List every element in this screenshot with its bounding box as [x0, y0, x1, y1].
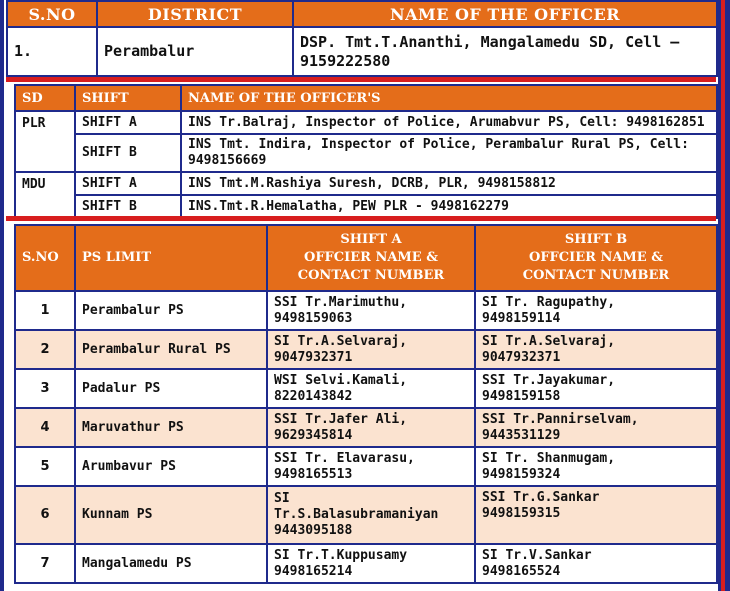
- section-divider: [6, 77, 716, 82]
- officer-line: Tr.S.Balasubramaniyan: [274, 507, 439, 522]
- officer-line: SI Tr. Ragupathy,: [482, 294, 616, 310]
- shift-b-officer: [475, 330, 717, 369]
- shift-row: [15, 172, 717, 195]
- shift-b-officer: [475, 544, 717, 583]
- officer-phone: 9498159315: [482, 506, 561, 521]
- shift-label: SHIFT B: [75, 195, 181, 218]
- ps-name: Arumbavur PS: [75, 447, 267, 486]
- shift-row: [15, 134, 717, 172]
- officer-line: SSI Tr.Marimuthu,: [274, 294, 408, 310]
- officer-phone: 9498165513: [274, 466, 353, 482]
- shift-b-header-line: CONTACT NUMBER: [522, 268, 670, 283]
- officer-phone: 9498165214: [274, 563, 353, 579]
- shift-officer: INS Tmt. Indira, Inspector of Police, Perambalur Rural PS, Cell: 9498156669: [181, 134, 717, 172]
- district-name: Perambalur: [97, 27, 293, 76]
- district-header-row: [7, 1, 717, 27]
- ps-name: Perambalur Rural PS: [75, 330, 267, 369]
- ps-sno: 5: [15, 447, 75, 486]
- ps-header-row: [15, 225, 717, 291]
- shift-a-officer: [267, 486, 475, 544]
- officer-phone: 9498159063: [274, 310, 353, 326]
- officer-phone: 9498159324: [482, 466, 561, 482]
- officer-phone: 9047932371: [482, 349, 561, 365]
- officer-line: SSI Tr.Jafer Ali,: [274, 411, 408, 427]
- col-header-sd: SD: [15, 85, 75, 111]
- ps-name: Perambalur PS: [75, 291, 267, 330]
- officer-phone: 9629345814: [274, 427, 353, 443]
- col-header-shift-b: [475, 225, 717, 291]
- shift-officer: INS Tr.Balraj, Inspector of Police, Arumabvur PS, Cell: 9498162851: [181, 111, 717, 134]
- col-header-district: DISTRICT: [97, 1, 293, 27]
- ps-row: [15, 408, 717, 447]
- officer-line: SI Tr.A.Selvaraj,: [482, 333, 616, 349]
- shift-officer: INS Tmt.M.Rashiya Suresh, DCRB, PLR, 9498158812: [181, 172, 717, 195]
- col-header-officer: NAME OF THE OFFICER: [293, 1, 717, 27]
- district-table: [6, 0, 718, 77]
- district-sno: 1.: [7, 27, 97, 76]
- ps-name: Maruvathur PS: [75, 408, 267, 447]
- district-row: [7, 27, 717, 76]
- officer-line: SI Tr.A.Selvaraj,: [274, 333, 408, 349]
- officer-phone: 9498159158: [482, 388, 561, 404]
- col-header-sno: S.NO: [7, 1, 97, 27]
- officer-phone: 8220143842: [274, 388, 353, 404]
- officer-phone: 9498165524: [482, 563, 561, 579]
- officer-phone: 9047932371: [274, 349, 353, 365]
- shift-sd: MDU: [15, 172, 75, 218]
- ps-name: Kunnam PS: [75, 486, 267, 544]
- shift-a-officer: [267, 544, 475, 583]
- shift-b-officer: [475, 447, 717, 486]
- shift-header-row: [15, 85, 717, 111]
- officer-line: SI Tr.T.Kuppusamy: [274, 547, 408, 563]
- officer-line: SI Tr. Shanmugam,: [482, 450, 616, 466]
- ps-name: Mangalamedu PS: [75, 544, 267, 583]
- ps-sno: 3: [15, 369, 75, 408]
- shift-row: [15, 111, 717, 134]
- ps-row: [15, 544, 717, 583]
- officer-line: WSI Selvi.Kamali,: [274, 372, 408, 388]
- shift-a-officer: [267, 369, 475, 408]
- col-header-ps-sno: S.NO: [15, 225, 75, 291]
- shift-a-officer: [267, 408, 475, 447]
- officer-line: SI Tr.V.Sankar: [482, 547, 592, 563]
- officer-phone: 9443095188: [274, 523, 353, 538]
- shift-label: SHIFT A: [75, 111, 181, 134]
- ps-row: [15, 486, 717, 544]
- shift-label: SHIFT A: [75, 172, 181, 195]
- col-header-shift: SHIFT: [75, 85, 181, 111]
- officer-line: SSI Tr.Pannirselvam,: [482, 411, 639, 427]
- shift-sd: PLR: [15, 111, 75, 172]
- shift-b-officer: [475, 408, 717, 447]
- shift-a-officer: [267, 330, 475, 369]
- shift-officer: INS.Tmt.R.Hemalatha, PEW PLR - 9498162279: [181, 195, 717, 218]
- officer-line: SI: [274, 491, 290, 506]
- ps-sno: 1: [15, 291, 75, 330]
- shift-label: SHIFT B: [75, 134, 181, 172]
- ps-row: [15, 330, 717, 369]
- shift-a-header-line: CONTACT NUMBER: [297, 268, 445, 283]
- officer-phone: 9443531129: [482, 427, 561, 443]
- shift-b-officer: [475, 486, 717, 544]
- officer-line: SSI Tr. Elavarasu,: [274, 450, 415, 466]
- shift-table: [14, 84, 718, 219]
- shift-a-officer: [267, 291, 475, 330]
- shift-b-header-line: SHIFT B: [564, 232, 628, 247]
- ps-limit-table: [14, 224, 718, 584]
- left-frame-border: [0, 0, 4, 591]
- ps-sno: 2: [15, 330, 75, 369]
- section-divider: [6, 216, 716, 221]
- shift-row: [15, 195, 717, 218]
- shift-a-header-line: OFFCIER NAME &: [304, 250, 438, 265]
- shift-b-officer: [475, 291, 717, 330]
- ps-sno: 7: [15, 544, 75, 583]
- ps-row: [15, 447, 717, 486]
- officer-phone: 9498159114: [482, 310, 561, 326]
- col-header-officers: NAME OF THE OFFICER'S: [181, 85, 717, 111]
- officer-line: SSI Tr.G.Sankar: [482, 490, 600, 505]
- ps-row: [15, 291, 717, 330]
- ps-name: Padalur PS: [75, 369, 267, 408]
- shift-b-officer: [475, 369, 717, 408]
- col-header-ps-limit: PS LIMIT: [75, 225, 267, 291]
- ps-sno: 6: [15, 486, 75, 544]
- district-officer: DSP. Tmt.T.Ananthi, Mangalamedu SD, Cell – 9159222580: [293, 27, 717, 76]
- ps-row: [15, 369, 717, 408]
- col-header-shift-a: [267, 225, 475, 291]
- shift-b-header-line: OFFCIER NAME &: [529, 250, 663, 265]
- shift-a-header-line: SHIFT A: [340, 232, 402, 247]
- officer-line: SSI Tr.Jayakumar,: [482, 372, 616, 388]
- shift-a-officer: [267, 447, 475, 486]
- right-frame-accent: [721, 0, 725, 591]
- ps-sno: 4: [15, 408, 75, 447]
